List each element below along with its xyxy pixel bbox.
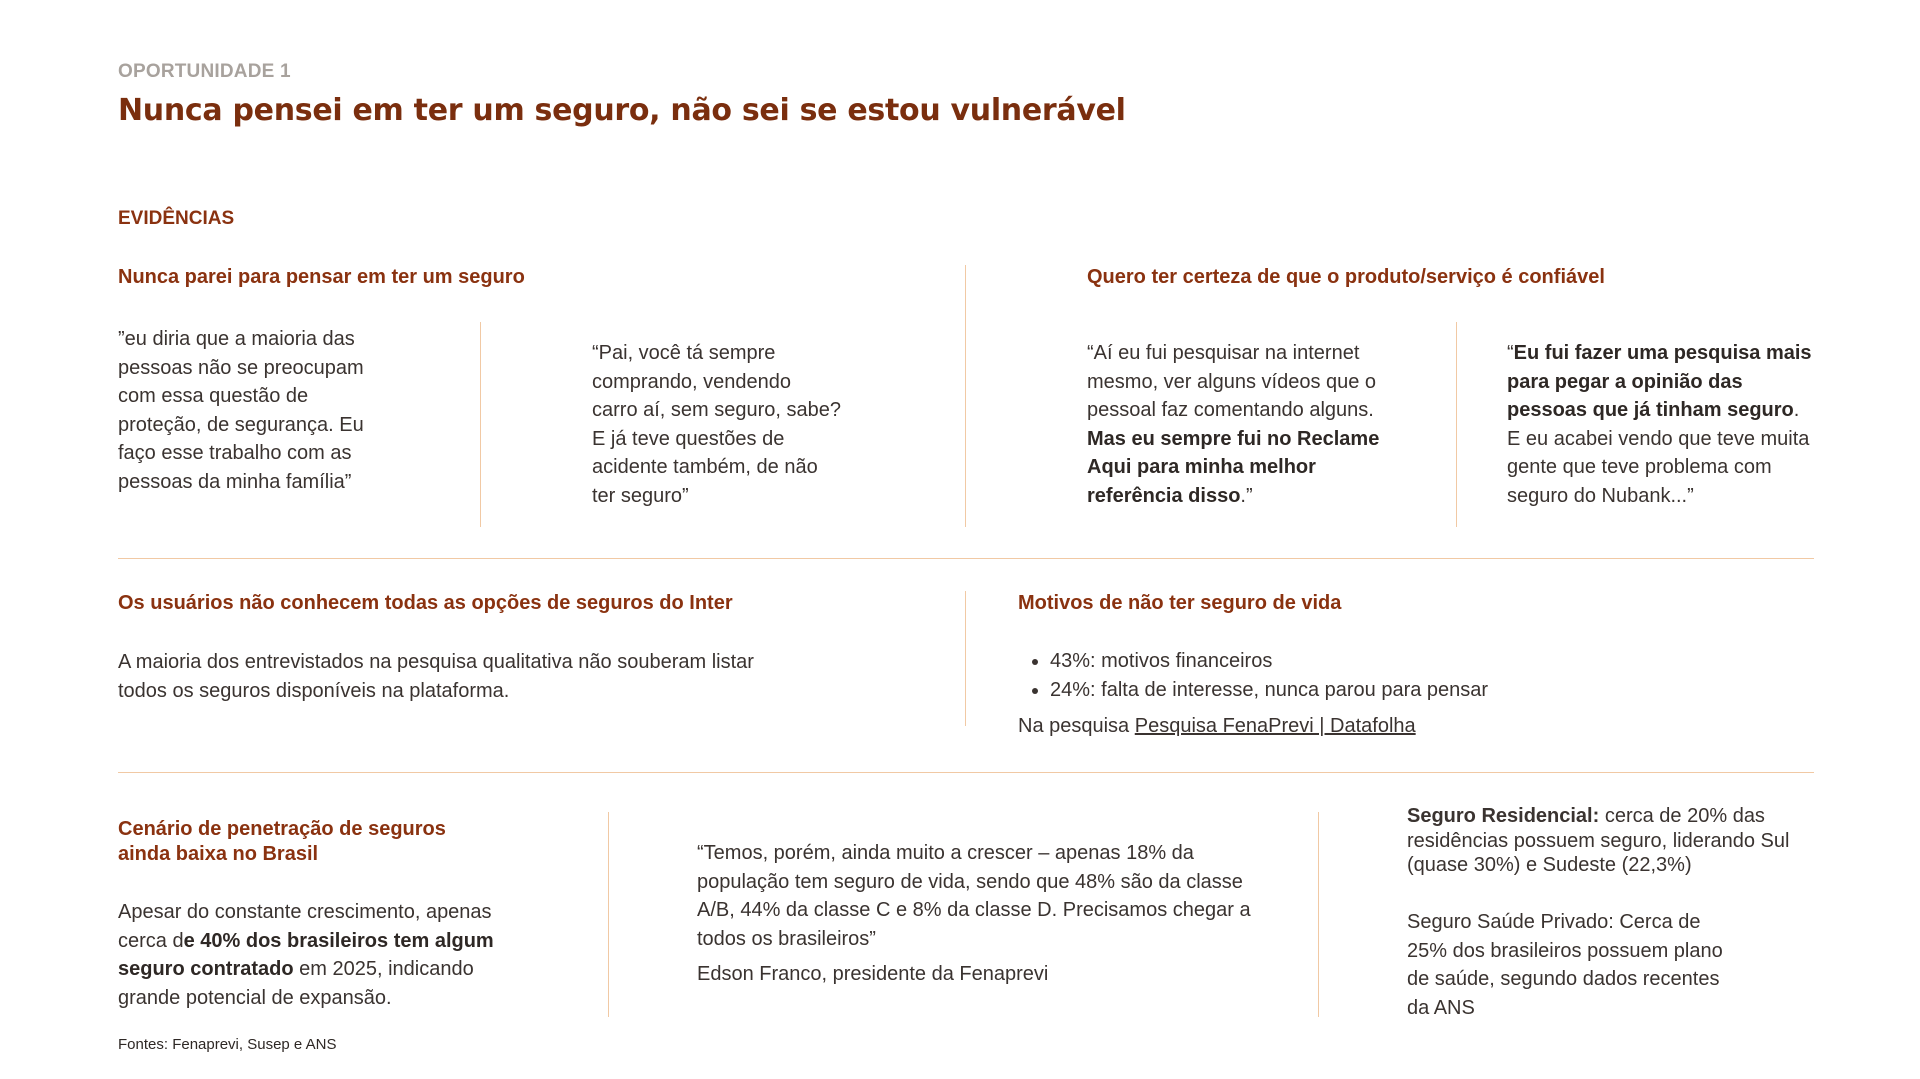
row-divider	[118, 772, 1814, 773]
block3-heading: Os usuários não conhecem todas as opções de seguros do Inter	[118, 592, 733, 614]
block2-heading: Quero ter certeza de que o produto/serviço é confiável	[1087, 266, 1605, 288]
divider	[965, 265, 966, 527]
row-divider	[118, 558, 1814, 559]
block2-quote-2: “Eu fui fazer uma pesquisa mais para pegar a opinião das pessoas que já tinham seguro. E eu acabei vendo que teve muita gente que teve problema com seguro do Nubank...”	[1507, 342, 1812, 507]
divider	[1456, 322, 1457, 527]
block6-attribution: Edson Franco, presidente da Fenaprevi	[697, 963, 1049, 985]
divider	[608, 812, 609, 1017]
block3-body: A maioria dos entrevistados na pesquisa qualitativa não souberam listar todos os seguros disponíveis na plataforma.	[118, 651, 754, 702]
block7-residencial: Seguro Residencial: cerca de 20% das residências possuem seguro, liderando Sul (quase 30%) e Sudeste (22,3%)	[1407, 805, 1790, 876]
divider	[1318, 812, 1319, 1017]
block5-body: Apesar do constante crescimento, apenas cerca de 40% dos brasileiros tem algum seguro contratado em 2025, indicando grande potencial de expansão.	[118, 901, 494, 1009]
evidence-section-label: EVIDÊNCIAS	[118, 208, 235, 229]
block1-heading: Nunca parei para pensar em ter um seguro	[118, 266, 525, 288]
block1-quote-2: “Pai, você tá sempre comprando, vendendo carro aí, sem seguro, sabe? E já teve questões de acidente também, de não ter seguro”	[592, 342, 842, 507]
fenaprevi-datafolha-link[interactable]: Pesquisa FenaPrevi | Datafolha	[1134, 715, 1416, 737]
block1-quote-1: ”eu diria que a maioria das pessoas não se preocupam com essa questão de proteção, de segurança. Eu faço esse trabalho com as pessoas da minha família”	[118, 328, 364, 493]
divider	[965, 591, 966, 726]
divider	[480, 322, 481, 527]
block6-quote: “Temos, porém, ainda muito a crescer – apenas 18% da população tem seguro de vida, sendo que 48% são da classe A/B, 44% da classe C e 8% da classe D. Precisamos chegar a todos os brasileiros”	[697, 842, 1251, 950]
page-title: Nunca pensei em ter um seguro, não sei se estou vulnerável	[118, 93, 1126, 128]
opportunity-eyebrow: OPORTUNIDADE 1	[118, 61, 291, 82]
block4-heading: Motivos de não ter seguro de vida	[1018, 592, 1342, 614]
sources-footnote: Fontes: Fenaprevi, Susep e ANS	[118, 1036, 337, 1053]
list-item: • 24%: falta de interesse, nunca parou para pensar	[1050, 676, 1488, 705]
block2-quote-1: “Aí eu fui pesquisar na internet mesmo, ver alguns vídeos que o pessoal faz comentando alguns. Mas eu sempre fui no Reclame Aqui para minha melhor referência disso.”	[1087, 342, 1380, 507]
block5-heading: Cenário de penetração de seguros ainda baixa no Brasil	[118, 818, 446, 865]
block4-source: Na pesquisa Pesquisa FenaPrevi | Datafolha	[1018, 715, 1416, 737]
block4-bullet-list	[1018, 647, 1488, 705]
block7-saude: Seguro Saúde Privado: Cerca de 25% dos brasileiros possuem plano de saúde, segundo dados recentes da ANS	[1407, 911, 1723, 1019]
list-item: • 43%: motivos financeiros	[1050, 647, 1488, 676]
